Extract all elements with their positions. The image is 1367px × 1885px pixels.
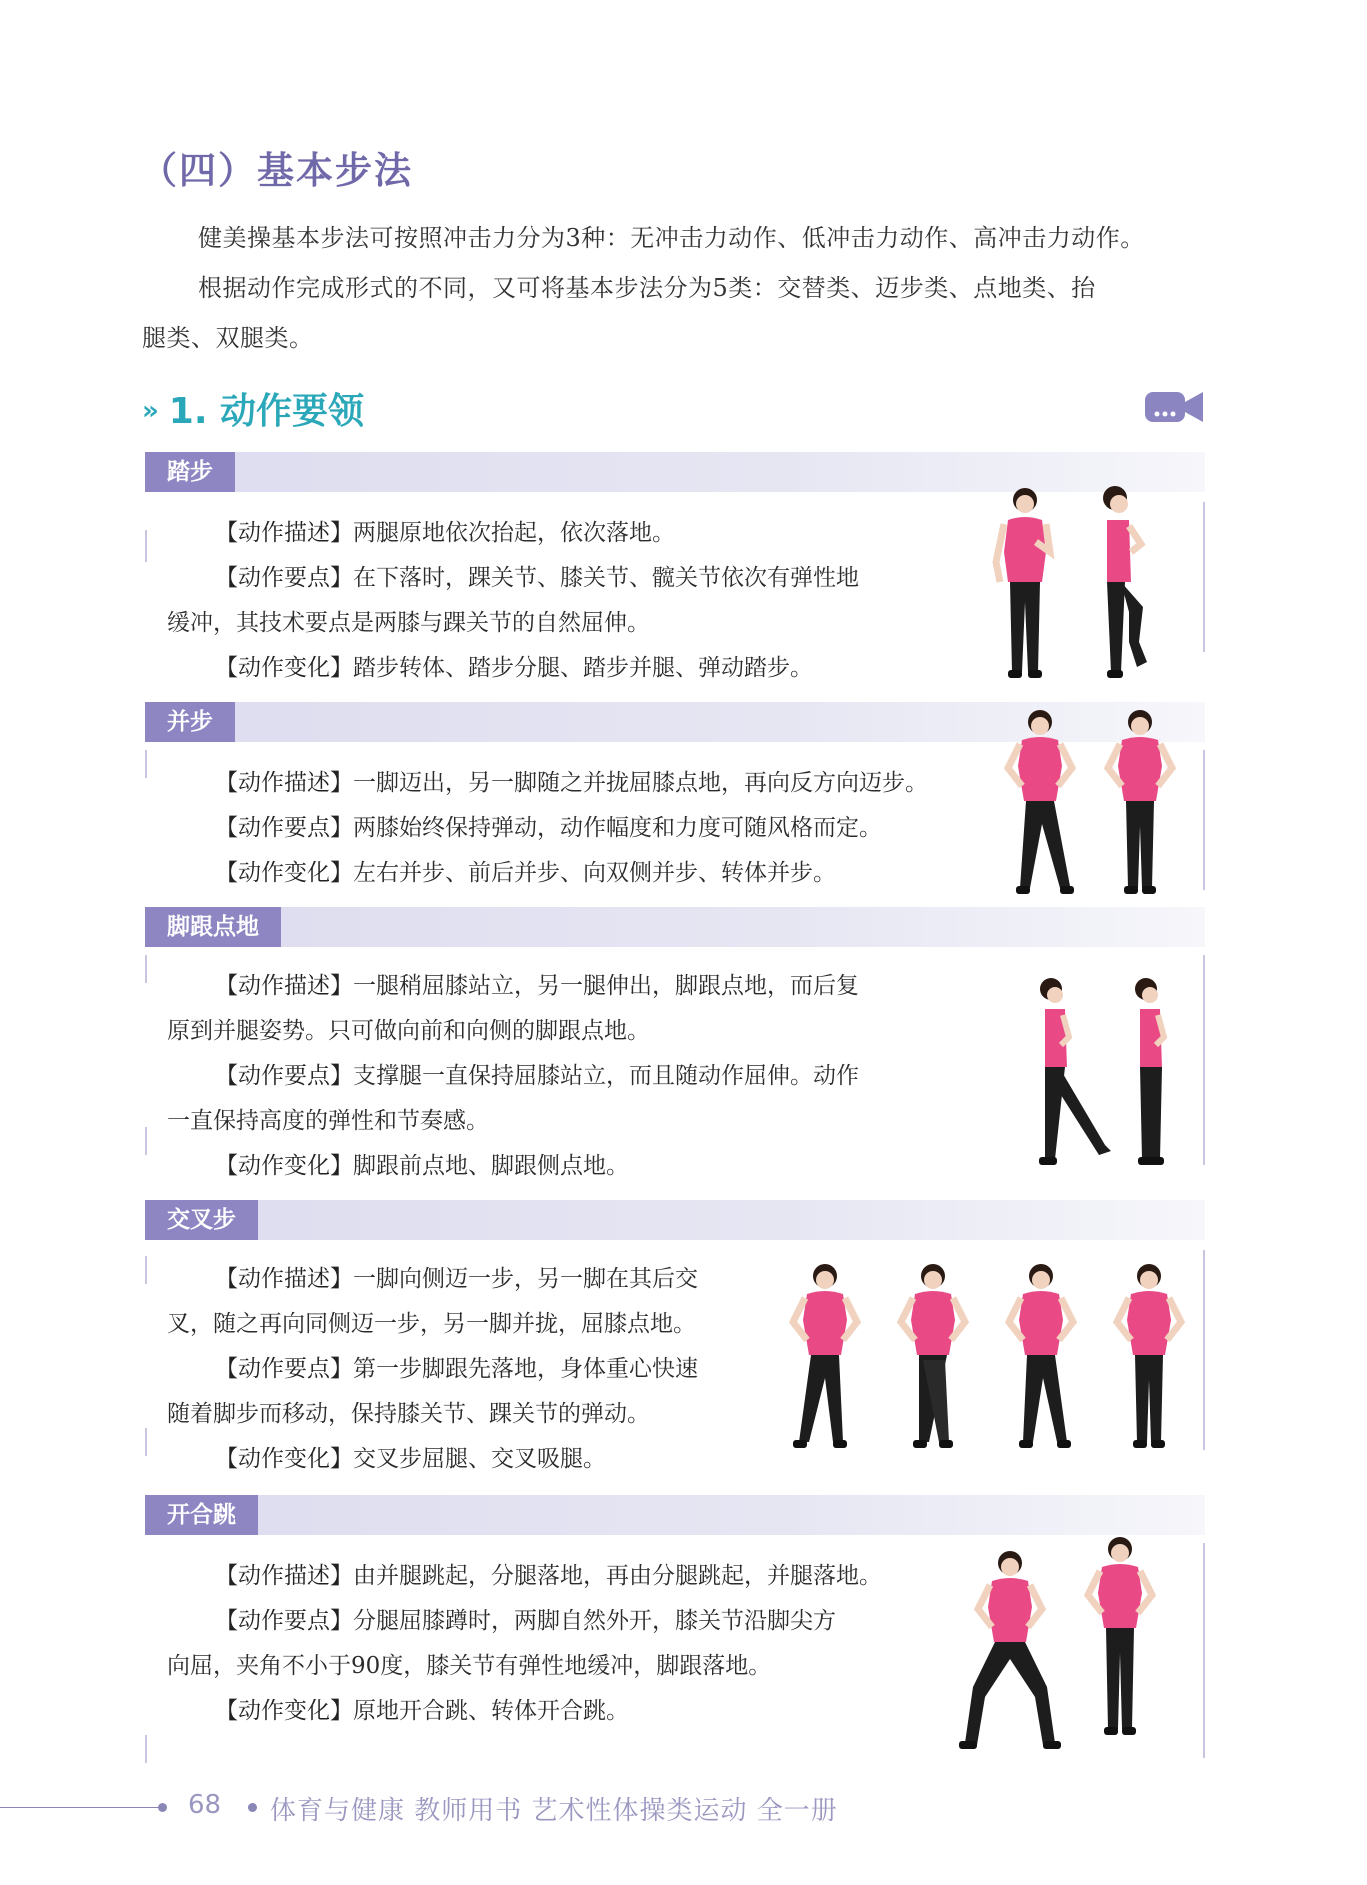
divider: [145, 1127, 147, 1155]
chevron-icon: »: [142, 396, 159, 426]
intro-line: 根据动作完成形式的不同，又可将基本步法分为5类：交替类、迈步类、点地类、抬: [198, 274, 1096, 302]
intro-line: 健美操基本步法可按照冲击力分为3种：无冲击力动作、低冲击力动作、高冲击力动作。: [198, 224, 1145, 252]
front-together-figure: [1109, 1260, 1189, 1456]
block-tag: 踏步: [145, 452, 235, 492]
divider: [1203, 1250, 1205, 1450]
footer-dot: [248, 1803, 257, 1812]
key-line: 一直保持高度的弹性和节奏感。: [167, 1108, 489, 1134]
subsection-title-text: 1. 动作要领: [168, 391, 365, 432]
divider: [145, 1256, 147, 1284]
intro-line: 腿类、双腿类。: [142, 324, 314, 352]
desc-line: 【动作描述】一脚向侧迈一步，另一脚在其后交: [215, 1266, 698, 1292]
key-line: 【动作要点】第一步脚跟先落地，身体重心快速: [215, 1356, 698, 1382]
divider: [1203, 502, 1205, 652]
key-line: 【动作要点】在下落时，踝关节、膝关节、髋关节依次有弹性地: [215, 565, 859, 591]
divider: [1203, 955, 1205, 1165]
front-standing-figure: [990, 482, 1060, 692]
divider: [1203, 750, 1205, 890]
var-line: 【动作变化】原地开合跳、转体开合跳。: [215, 1698, 629, 1724]
front-together-figure: [1080, 1533, 1160, 1745]
key-line: 【动作要点】分腿屈膝蹲时，两脚自然外开，膝关节沿脚尖方: [215, 1608, 836, 1634]
side-knee-lift-figure: [1085, 482, 1155, 692]
key-line: 【动作要点】两膝始终保持弹动，动作幅度和力度可随风格而定。: [215, 815, 882, 841]
page-footer: [0, 1790, 1367, 1830]
divider: [145, 1428, 147, 1456]
book-title: 体育与健康 教师用书 艺术性体操类运动 全一册: [270, 1796, 838, 1826]
divider: [145, 955, 147, 983]
var-line: 【动作变化】交叉步屈腿、交叉吸腿。: [215, 1446, 606, 1472]
side-standing-figure: [1120, 975, 1190, 1175]
key-line: 【动作要点】支撑腿一直保持屈膝站立，而且随动作屈伸。动作: [215, 1063, 859, 1089]
front-cross-figure: [893, 1260, 973, 1456]
var-line: 【动作变化】踏步转体、踏步分腿、踏步并腿、弹动踏步。: [215, 655, 813, 681]
front-step-out-figure: [1001, 1260, 1081, 1456]
footer-rule: [0, 1807, 160, 1808]
block-header-bar: [145, 1495, 1205, 1535]
key-line: 随着脚步而移动，保持膝关节、踝关节的弹动。: [167, 1401, 650, 1427]
side-heel-tap-figure: [1025, 975, 1115, 1175]
block-tag: 交叉步: [145, 1200, 258, 1240]
desc-line: 【动作描述】一腿稍屈膝站立，另一腿伸出，脚跟点地，而后复: [215, 973, 859, 999]
video-camera-icon[interactable]: [1143, 386, 1205, 426]
step-block-tabu: [145, 452, 1217, 692]
key-line: 向屈，夹角不小于90度，膝关节有弹性地缓冲，脚跟落地。: [167, 1653, 772, 1679]
divider: [1203, 1543, 1205, 1758]
footer-dot: [158, 1803, 167, 1812]
key-line: 缓冲，其技术要点是两膝与踝关节的自然屈伸。: [167, 610, 650, 636]
page-number: 68: [188, 1790, 222, 1820]
block-header-bar: [145, 907, 1205, 947]
block-tag: 脚跟点地: [145, 907, 281, 947]
step-block-bingbu: [145, 702, 1217, 902]
desc-line: 原到并腿姿势。只可做向前和向侧的脚跟点地。: [167, 1018, 650, 1044]
step-block-cross: [145, 1200, 1217, 1485]
section-title: （四）基本步法: [140, 149, 413, 192]
divider: [145, 530, 147, 562]
desc-line: 叉，随之再向同侧迈一步，另一脚并拢，屈膝点地。: [167, 1311, 696, 1337]
subsection-title: [142, 383, 364, 434]
desc-line: 【动作描述】两腿原地依次抬起，依次落地。: [215, 520, 675, 546]
step-block-heel-tap: [145, 907, 1217, 1197]
block-header-bar: [145, 1200, 1205, 1240]
front-squat-open-figure: [955, 1547, 1065, 1759]
divider: [145, 750, 147, 778]
divider: [145, 1735, 147, 1763]
block-tag: 并步: [145, 702, 235, 742]
desc-line: 【动作描述】一脚迈出，另一脚随之并拢屈膝点地，再向反方向迈步。: [215, 770, 928, 796]
step-block-jumping-jack: [145, 1495, 1217, 1765]
block-tag: 开合跳: [145, 1495, 258, 1535]
var-line: 【动作变化】脚跟前点地、脚跟侧点地。: [215, 1153, 629, 1179]
var-line: 【动作变化】左右并步、前后并步、向双侧并步、转体并步。: [215, 860, 836, 886]
desc-line: 【动作描述】由并腿跳起，分腿落地，再由分腿跳起，并腿落地。: [215, 1563, 882, 1589]
front-step-out-figure: [1000, 706, 1080, 902]
front-step-out-figure: [785, 1260, 865, 1456]
front-together-figure: [1100, 706, 1180, 902]
